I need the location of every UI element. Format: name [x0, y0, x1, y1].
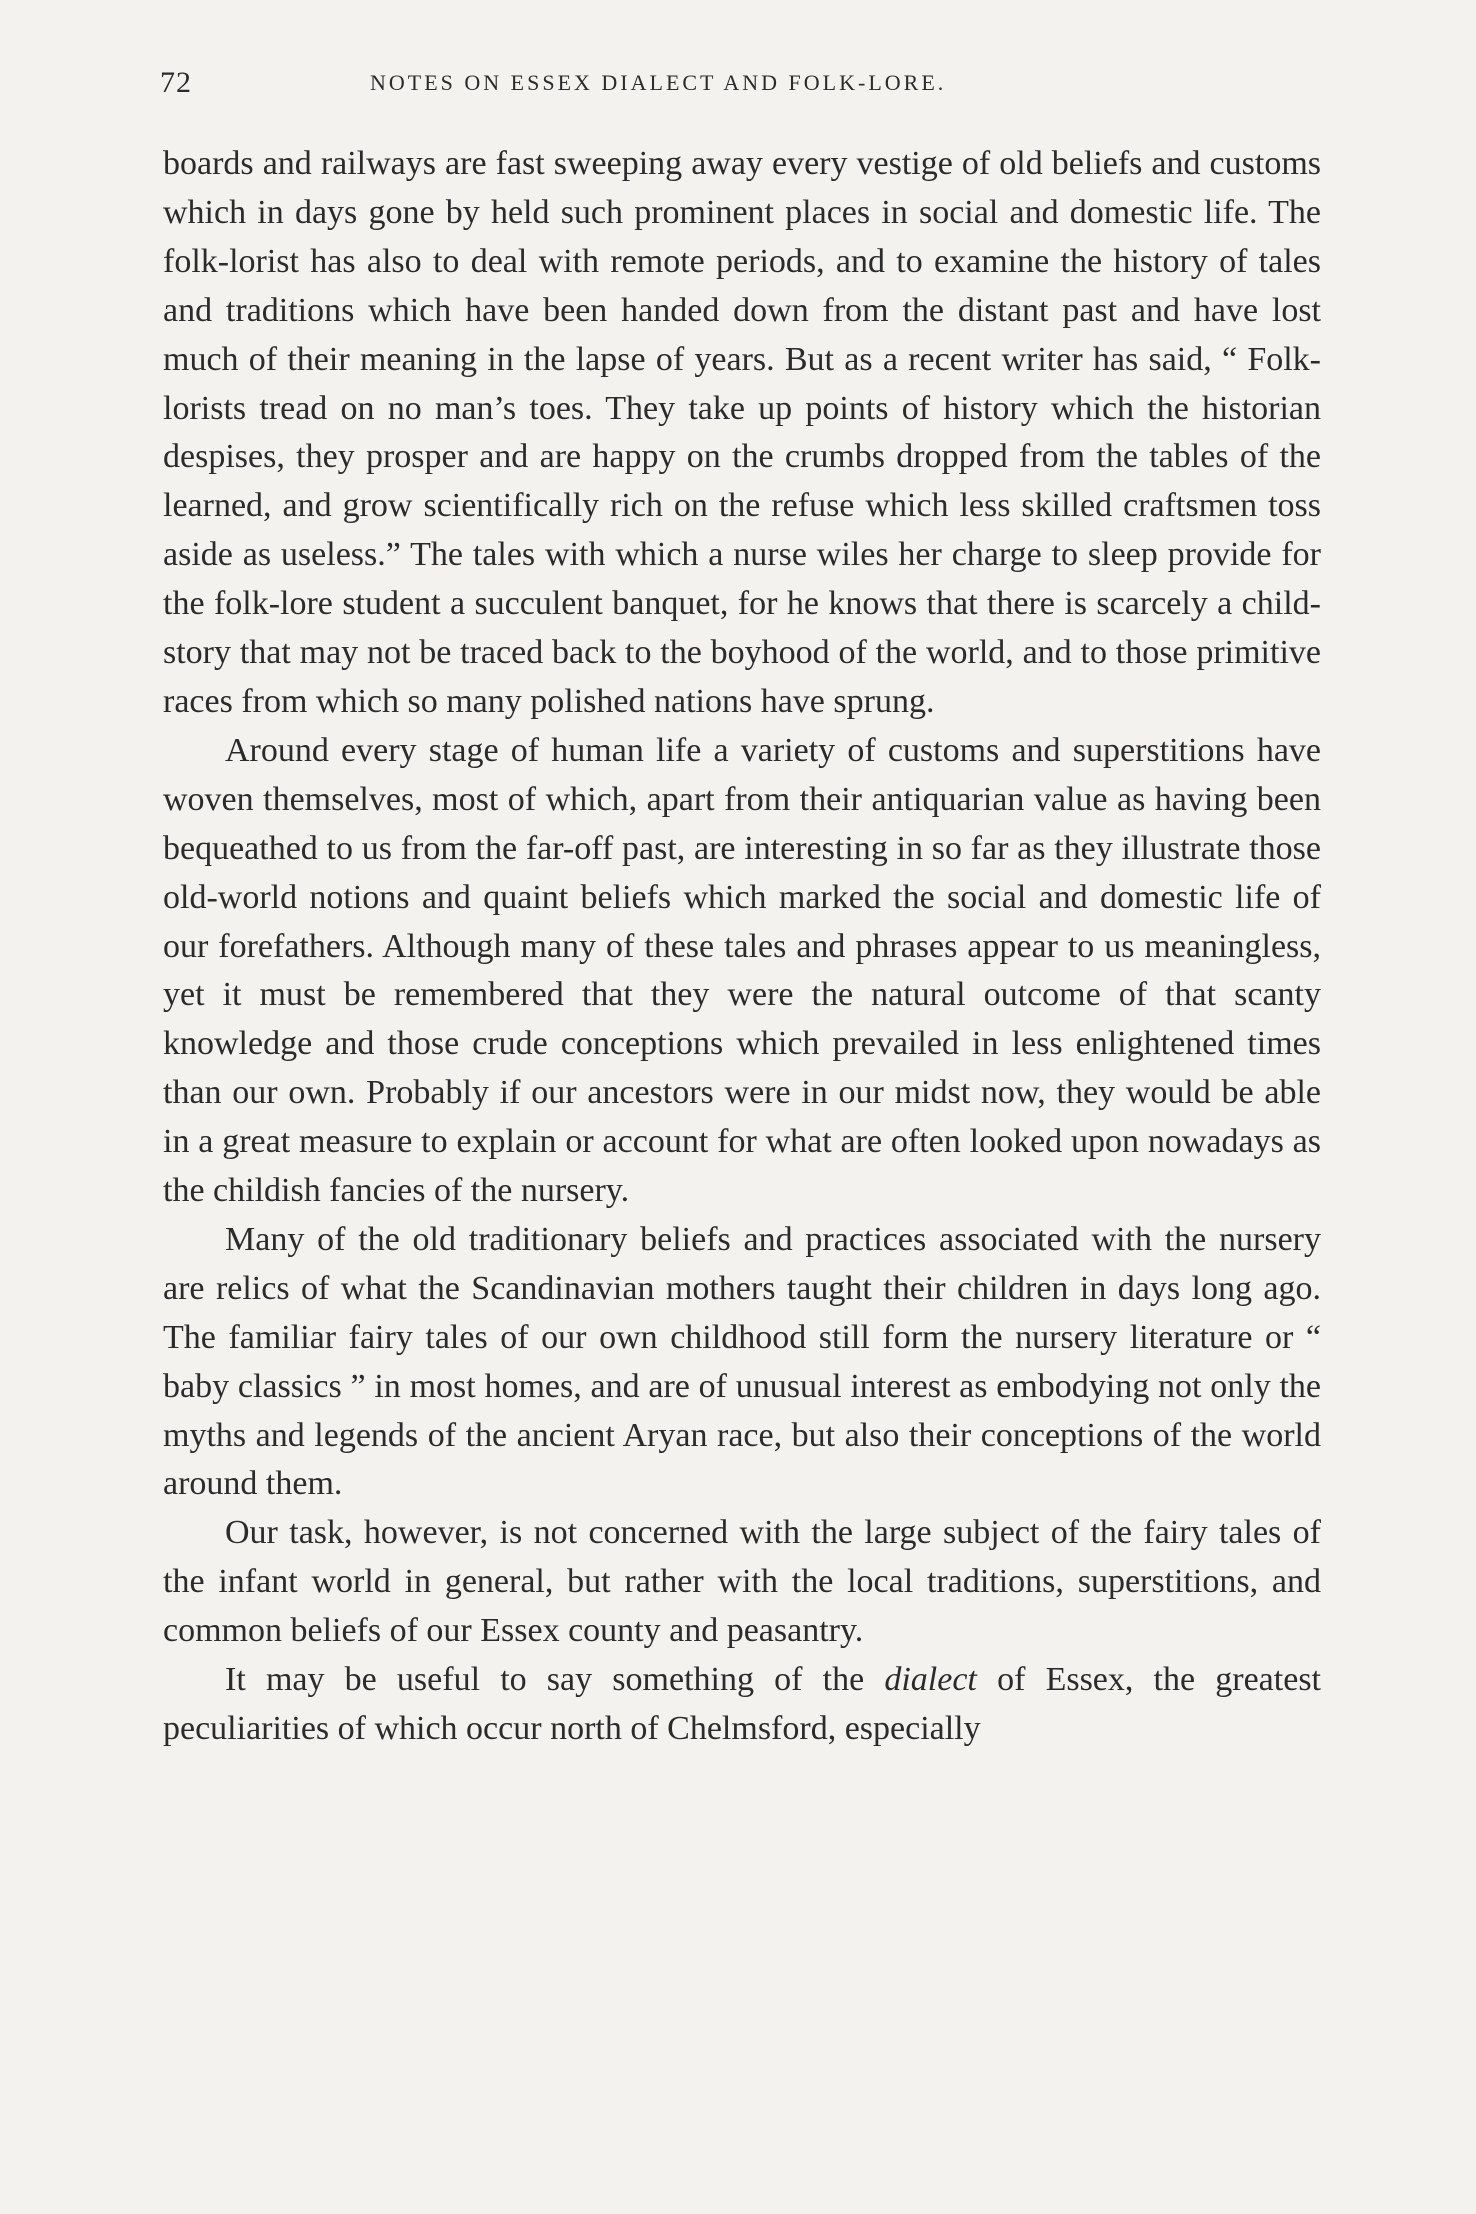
paragraph-5: [163, 1656, 1321, 1754]
paragraph-5-text-before: It may be useful to say something of the: [225, 1661, 885, 1699]
paragraph-2: Around every stage of human life a variety of customs and superstitions have woven themselves, most of which, apart from their antiquarian value as having been bequeathed to us from the far-off past, are interesting in so far as they illustrate those old-world notions and quaint beliefs which marked the social and domestic life of our forefathers. Although many of these tales and phrases appear to us meaningless, yet it must be remembered that they were the natural outcome of that scanty knowledge and those crude conceptions which prevailed in less enlightened times than our own. Probably if our ancestors were in our midst now, they would be able in a great measure to explain or account for what are often looked upon nowadays as the childish fancies of the nursery.: [163, 731, 1321, 1210]
paragraph-5-text-after: of Essex, the greatest peculiarities of which occur north of Chelmsford, especially: [163, 1661, 1321, 1747]
paragraph-3: Many of the old traditionary beliefs and practices associated with the nursery are relics of what the Scandinavian mothers taught their children in days long ago. The familiar fairy tales of our own childhood still form the nursery literature or “ baby classics ” in most homes, and are of unusual interest as embodying not only the myths and legends of the ancient Aryan race, but also their conceptions of the world around them.: [163, 1220, 1321, 1503]
page-number: 72: [160, 66, 192, 99]
body-text: [163, 140, 1321, 1754]
running-head: [160, 66, 1330, 106]
paragraph-1: boards and railways are fast sweeping away every vestige of old beliefs and customs which in days gone by held such prominent places in social and domestic life. The folk-lorist has also to deal with remote periods, and to examine the history of tales and traditions which have been handed down from the distant past and have lost much of their meaning in the lapse of years. But as a recent writer has said, “ Folk-lorists tread on no man’s toes. They take up points of history which the historian despises, they prosper and are happy on the crumbs dropped from the tables of the learned, and grow scientifically rich on the refuse which less skilled craftsmen toss aside as useless.” The tales with which a nurse wiles her charge to sleep provide for the folk-lore student a succulent banquet, for he knows that there is scarcely a child-story that may not be traced back to the boyhood of the world, and to those primitive races from which so many polished nations have sprung.: [163, 145, 1321, 720]
paragraph-4: Our task, however, is not concerned with the large subject of the fairy tales of the infant world in general, but rather with the local traditions, superstitions, and common beliefs of our Essex county and peasantry.: [163, 1514, 1321, 1650]
running-title: NOTES ON ESSEX DIALECT AND FOLK-LORE.: [370, 70, 947, 95]
italic-dialect: dialect: [884, 1661, 977, 1699]
